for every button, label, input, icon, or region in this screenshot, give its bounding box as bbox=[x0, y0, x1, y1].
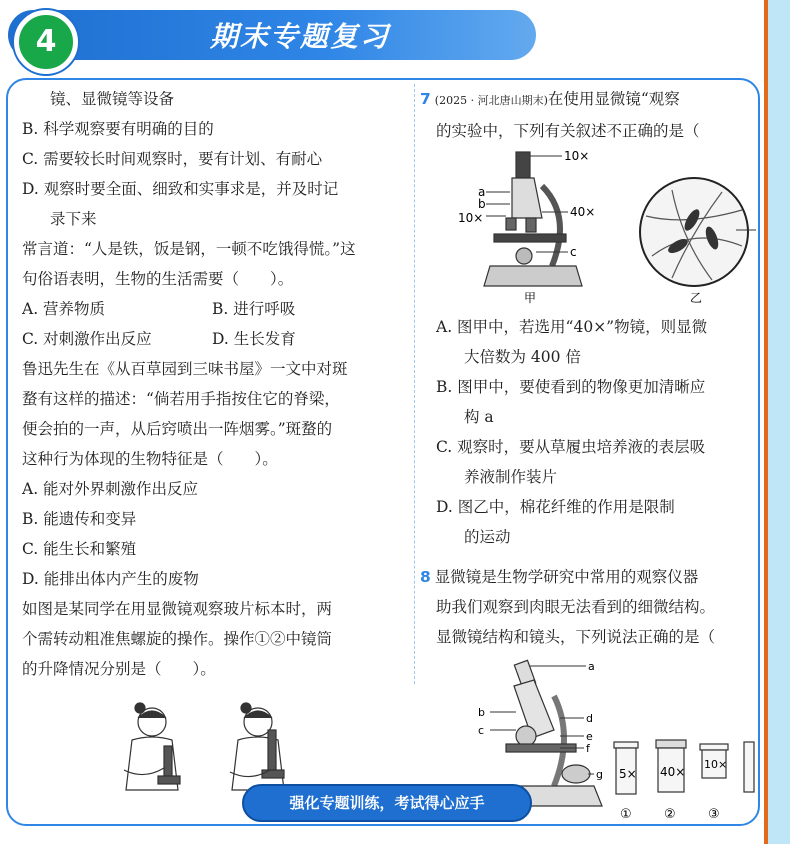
figure-microscope-jia bbox=[450, 146, 610, 306]
column-divider bbox=[414, 84, 415, 684]
lens-label-3: 10× bbox=[704, 758, 728, 771]
option: B. 进行呼吸 bbox=[212, 300, 296, 318]
option: D. 能排出体内产生的废物 bbox=[22, 570, 199, 588]
lens-label-1: 5× bbox=[619, 767, 637, 781]
label-low-objective: 10× bbox=[458, 211, 484, 225]
lens-label-2: 40× bbox=[660, 765, 686, 779]
option-row bbox=[22, 294, 406, 324]
question-stem: 显微镜是生物学研究中常用的观察仪器 bbox=[434, 568, 699, 586]
lens-number-3: ③ bbox=[708, 807, 720, 822]
chapter-badge bbox=[14, 10, 78, 74]
label-a: a bbox=[588, 660, 595, 673]
chapter-number: 4 bbox=[35, 24, 57, 59]
caption-jia: 甲 bbox=[524, 291, 537, 305]
label-g: g bbox=[596, 768, 603, 781]
right-column bbox=[420, 84, 756, 146]
label-e: e bbox=[586, 730, 593, 743]
question-stem: 在使用显微镜“观察 bbox=[547, 90, 680, 108]
question-continuation: 镜、显微镜等设备 bbox=[50, 90, 175, 108]
question-stem: 的实验中，下列有关叙述不正确的是（ bbox=[436, 122, 700, 140]
left-column bbox=[22, 84, 406, 684]
label-c: c bbox=[478, 724, 485, 737]
question-stem: 常言道：“人是铁，饭是钢，一顿不吃饿得慌。”这 bbox=[22, 240, 356, 258]
option: A. 能对外界刺激作出反应 bbox=[22, 480, 199, 498]
question-source: (2025 · 河北唐山期末) bbox=[434, 94, 548, 107]
option: B. 图甲中，要使看到的物像更加清晰应 bbox=[436, 378, 706, 396]
label-b: b bbox=[478, 706, 485, 719]
question-7-options bbox=[436, 312, 756, 552]
question-stem: 便会拍的一声，从后窍喷出一阵烟雾。”斑蝥的 bbox=[22, 420, 333, 438]
option: 构 a bbox=[464, 408, 494, 426]
question-number: 7 bbox=[420, 90, 431, 108]
question-stem: 蝥有这样的描述：“倘若用手指按住它的脊梁， bbox=[22, 390, 340, 408]
option: C. 对刺激作出反应 bbox=[22, 330, 152, 348]
question-number: 8 bbox=[420, 568, 431, 586]
option: 大倍数为 400 倍 bbox=[464, 348, 581, 366]
question-stem: 个需转动粗准焦螺旋的操作。操作①②中镜筒 bbox=[22, 630, 333, 648]
label-f: f bbox=[586, 742, 590, 755]
question-7-header bbox=[420, 84, 756, 116]
question-stem: 的升降情况分别是（ ）。 bbox=[22, 660, 216, 678]
question-stem: 显微镜结构和镜头，下列说法正确的是（ bbox=[436, 628, 716, 646]
footer-slogan: 强化专题训练，考试得心应手 bbox=[242, 784, 532, 822]
option: 的运动 bbox=[464, 528, 511, 546]
lens-number-1: ① bbox=[620, 807, 632, 822]
option-row bbox=[22, 324, 406, 354]
label-d: d bbox=[586, 712, 593, 725]
label-a: a bbox=[478, 185, 486, 199]
side-band bbox=[768, 0, 790, 844]
question-stem: 这种行为体现的生物特征是（ ）。 bbox=[22, 450, 278, 468]
option: A. 营养物质 bbox=[22, 300, 106, 318]
question-stem: 如图是某同学在用显微镜观察玻片标本时，两 bbox=[22, 600, 333, 618]
question-stem: 句俗语表明，生物的生活需要（ ）。 bbox=[22, 270, 294, 288]
figure-view-yi bbox=[632, 176, 756, 306]
option: C. 需要较长时间观察时，要有计划、有耐心 bbox=[22, 150, 323, 168]
question-stem: 鲁迅先生在《从百草园到三味书屋》一文中对斑 bbox=[22, 360, 348, 378]
lens-number-2: ② bbox=[664, 807, 676, 822]
caption-yi: 乙 bbox=[690, 291, 703, 305]
option: C. 观察时，要从草履虫培养液的表层吸 bbox=[436, 438, 706, 456]
label-b: b bbox=[478, 197, 486, 211]
option: 养液制作装片 bbox=[464, 468, 558, 486]
side-accent-line bbox=[764, 0, 768, 844]
page-title: 期末专题复习 bbox=[209, 20, 390, 53]
option: B. 能遗传和变异 bbox=[22, 510, 137, 528]
option: A. 图甲中，若选用“40×”物镜，则显微 bbox=[436, 318, 708, 336]
option: D. 图乙中，棉花纤维的作用是限制 bbox=[436, 498, 675, 516]
option: D. 观察时要全面、细致和实事求是，并及时记 bbox=[22, 180, 339, 198]
label-eyepiece: 10× bbox=[564, 149, 590, 163]
option: C. 能生长和繁殖 bbox=[22, 540, 137, 558]
question-8 bbox=[420, 562, 756, 652]
label-c: c bbox=[570, 245, 577, 259]
option: B. 科学观察要有明确的目的 bbox=[22, 120, 214, 138]
label-objective: 40× bbox=[570, 205, 596, 219]
option: 录下来 bbox=[50, 210, 97, 228]
question-stem: 助我们观察到肉眼无法看到的细微结构。 bbox=[436, 598, 716, 616]
option: D. 生长发育 bbox=[212, 330, 296, 348]
